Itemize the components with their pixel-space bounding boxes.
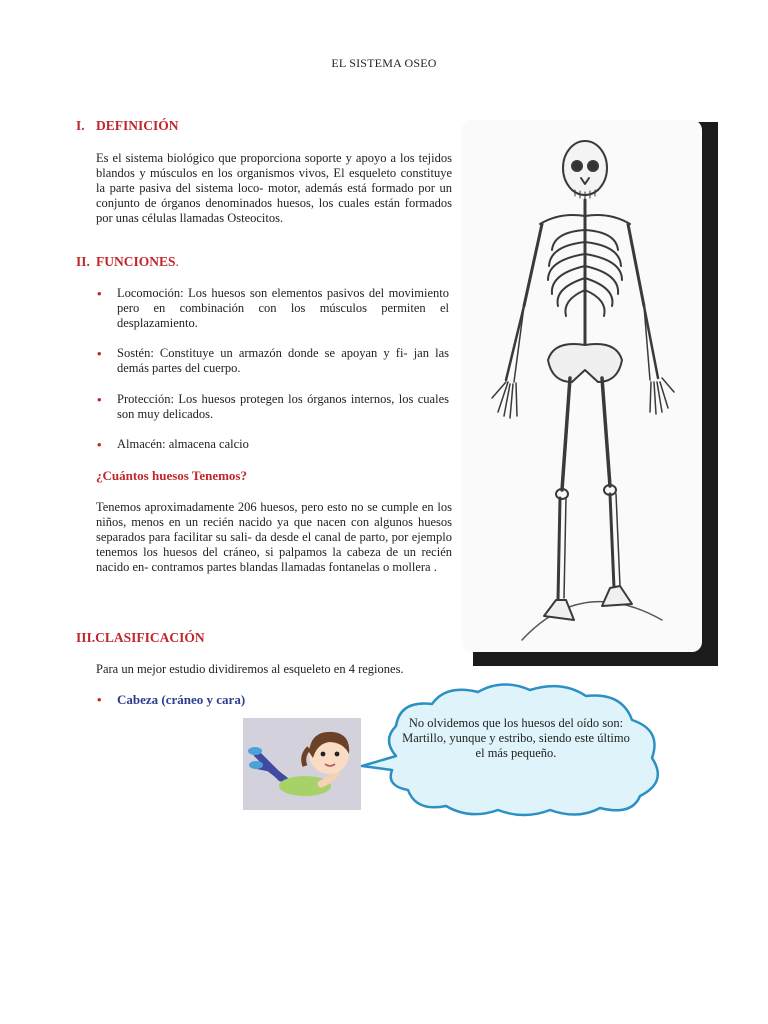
- clasificacion-intro: Para un mejor estudio dividiremos al esqueleto en 4 regiones.: [96, 662, 404, 676]
- section-label: DEFINICIÓN: [96, 118, 179, 133]
- question-heading: ¿Cuántos huesos Tenemos?: [96, 468, 247, 483]
- section-heading-clasificacion: III.CLASIFICACIÓN: [76, 630, 205, 645]
- list-item-text: Locomoción: Los huesos son elementos pasivos del movimiento pero en combinación con los músculos permiten el desplazamiento.: [117, 286, 449, 330]
- girl-lying-icon: [243, 718, 361, 810]
- list-item-text: Protección: Los huesos protegen los órganos internos, los cuales son muy delicados.: [117, 392, 449, 421]
- section-label: FUNCIONES: [96, 254, 176, 269]
- heading-period: .: [175, 254, 179, 269]
- list-item-locomocion: [97, 286, 449, 331]
- definicion-paragraph: Es el sistema biológico que proporciona soporte y apoyo a los tejidos blandos y músculos en los organismos vivos, El esqueleto constituye la parte pasiva del sistema loco- motor, además está formado por un conjunto de órganos denominados huesos, los cuales están formados por unas células llamadas Osteocitos.: [96, 151, 452, 225]
- skeleton-icon: [462, 120, 702, 652]
- region-label: Cabeza (cráneo y cara): [117, 692, 246, 707]
- section-number: I.: [76, 118, 85, 133]
- list-item-text: Almacén: almacena calcio: [117, 437, 249, 451]
- bullet-icon: •: [97, 692, 102, 707]
- skeleton-illustration: [462, 120, 702, 652]
- bullet-icon: •: [97, 437, 102, 452]
- cuantos-paragraph: Tenemos aproximadamente 206 huesos, pero esto no se cumple en los niños, menos en un recién nacido ya que nacen con algunos huesos separados para facilitar su sali- da desde el canal de parto, por ejemplo tenemos los huesos del cráneo, si palpamos la cabeza de un recién nacido en- contramos partes blandas llamadas fontanelas o mollera .: [96, 500, 452, 574]
- section-heading-definicion: [76, 118, 179, 134]
- bullet-icon: •: [97, 286, 102, 301]
- list-item-text: Sostén: Constituye un armazón donde se apoyan y fi- jan las demás partes del cuerpo.: [117, 346, 449, 375]
- list-item-sosten: [97, 346, 449, 376]
- section-number: II.: [76, 254, 90, 269]
- bullet-icon: •: [97, 346, 102, 361]
- bullet-icon: •: [97, 392, 102, 407]
- girl-illustration: [243, 718, 361, 810]
- page-title: EL SISTEMA OSEO: [331, 56, 437, 70]
- list-item-proteccion: [97, 392, 449, 422]
- callout-text: No olvidemos que los huesos del oído son: Martillo, yunque y estribo, siendo este último el más pequeño.: [402, 716, 630, 760]
- section-heading-funciones: [76, 254, 179, 270]
- list-item-almacen: [97, 437, 449, 452]
- region-item-cabeza: [97, 692, 246, 708]
